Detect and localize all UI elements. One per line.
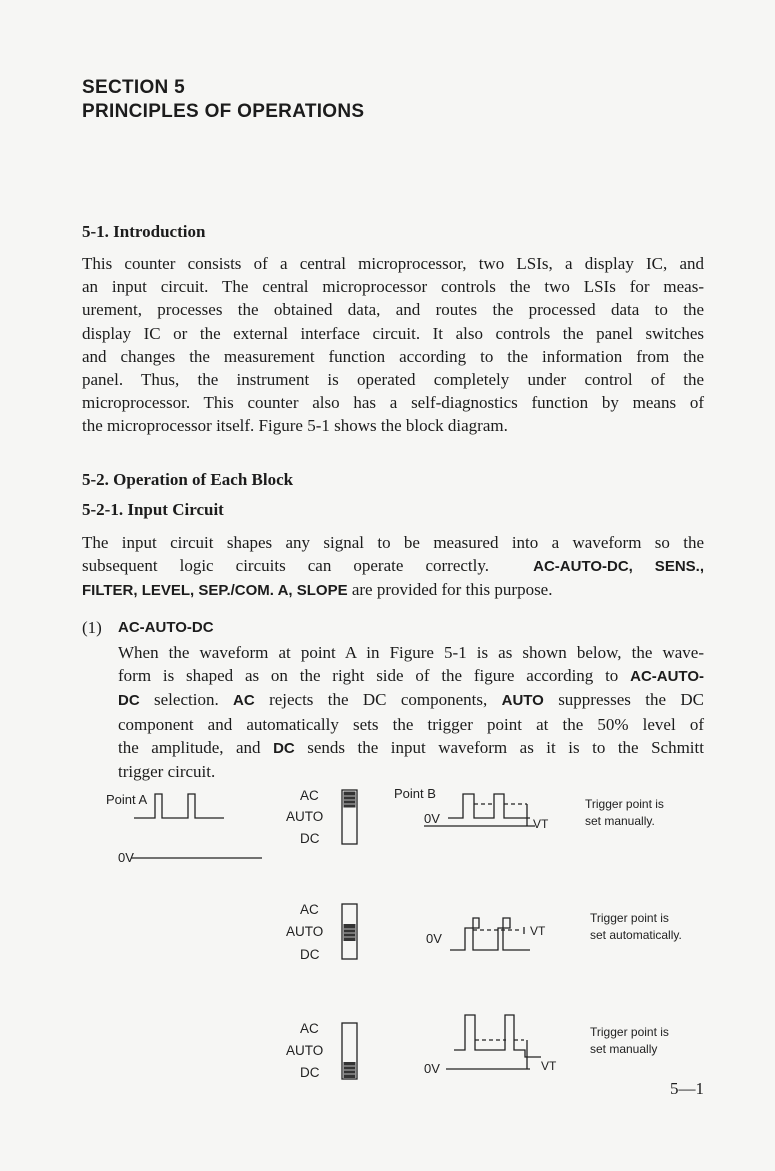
item-1-text: selection.: [139, 690, 234, 710]
section-number: SECTION 5: [82, 77, 185, 98]
intro-line: urement, processes the obtained data, and routes the processed data to the: [82, 300, 704, 320]
input-line-3-text: are provided for this purpose.: [347, 580, 553, 600]
intro-line: and changes the measurement function according to the information from the: [82, 346, 704, 366]
trigger-note-3a: Trigger point is: [590, 1025, 669, 1039]
switch-ac-label: AC: [300, 902, 319, 917]
item-1-line: component and automatically sets the trigger point at the 50% level of: [118, 714, 704, 734]
intro-line: display IC or the external interface circuit. It also controls the panel switches: [82, 323, 704, 343]
input-waveform-a: [134, 794, 224, 818]
item-1-keyword: AUTO: [501, 692, 544, 710]
item-1-line: When the waveform at point A in Figure 5-1 is as shown below, the wave-: [118, 643, 704, 662]
heading-5-1: 5-1. Introduction: [82, 222, 206, 241]
switch-dc-label: DC: [300, 947, 320, 962]
trigger-note-1b: set manually.: [585, 814, 655, 828]
intro-line: the microprocessor itself. Figure 5-1 shows the block diagram.: [82, 416, 508, 436]
item-1-keyword: AC: [233, 692, 255, 710]
trigger-note-3b: set manually: [590, 1042, 658, 1056]
trigger-note-2b: set automatically.: [590, 928, 682, 942]
switch-ac-label: AC: [300, 1021, 319, 1036]
switch-dc-label: DC: [300, 1065, 320, 1080]
vt-label-1: VT: [533, 817, 549, 831]
zero-volt-label-b1: 0V: [424, 811, 440, 826]
intro-line: microprocessor. This counter also has a self-diagnostics function by means of: [82, 393, 704, 413]
input-line-1: The input circuit shapes any signal to be measured into a waveform so the: [82, 533, 704, 552]
item-1-text: sends the input waveform as it is to the Schmitt: [294, 737, 704, 757]
switch-dc-label: DC: [300, 831, 320, 846]
zero-volt-label-a: 0V: [118, 850, 134, 865]
output-waveform-3: [424, 1015, 669, 1076]
vt-label-3: VT: [541, 1059, 557, 1073]
switch-auto-label: AUTO: [286, 809, 324, 824]
output-waveform-2: [426, 911, 682, 950]
heading-5-2-1: 5-2-1. Input Circuit: [82, 500, 224, 519]
trigger-note-2a: Trigger point is: [590, 911, 669, 925]
item-1-title: AC-AUTO-DC: [118, 619, 214, 636]
item-1-text: form is shaped as on the right side of the figure according to: [118, 666, 631, 686]
heading-5-2: 5-2. Operation of Each Block: [82, 470, 294, 489]
intro-line: panel. Thus, the instrument is operated completely under control of the: [82, 370, 704, 390]
input-line-2-keywords: AC-AUTO-DC, SENS.,: [533, 558, 704, 576]
switch-row-2: [286, 902, 357, 962]
item-1-text: suppresses the DC: [543, 690, 704, 710]
item-1-text: rejects the DC components,: [254, 690, 502, 710]
output-waveform-1: [394, 786, 664, 831]
switch-row-3: [286, 1021, 357, 1080]
intro-line: an input circuit. The central microprocessor controls the two LSIs for meas-: [82, 277, 704, 297]
page-number: 5—1: [670, 1079, 704, 1098]
zero-volt-label-b2: 0V: [426, 931, 442, 946]
switch-auto-label: AUTO: [286, 1043, 324, 1058]
trigger-note-1a: Trigger point is: [585, 797, 664, 811]
input-line-2-text: subsequent logic circuits can operate correctly.: [82, 556, 490, 576]
switch-row-1: [286, 788, 357, 846]
item-1-number: (1): [82, 618, 102, 637]
point-a-label: Point A: [106, 792, 148, 807]
vt-label-2: VT: [530, 924, 546, 938]
item-1-text: the amplitude, and: [118, 737, 274, 757]
zero-volt-label-b3: 0V: [424, 1061, 440, 1076]
item-1-keyword: DC: [273, 739, 295, 757]
intro-line: This counter consists of a central microprocessor, two LSIs, a display IC, and: [82, 254, 704, 273]
item-1-line: trigger circuit.: [118, 762, 216, 782]
switch-ac-label: AC: [300, 788, 319, 803]
item-1-keyword: DC: [118, 692, 140, 710]
section-title: PRINCIPLES OF OPERATIONS: [82, 101, 365, 122]
item-1-keyword: AC-AUTO-: [630, 668, 704, 686]
switch-auto-label: AUTO: [286, 924, 324, 939]
input-line-3-keywords: FILTER, LEVEL, SEP./COM. A, SLOPE: [82, 582, 348, 600]
point-b-label: Point B: [394, 786, 436, 801]
